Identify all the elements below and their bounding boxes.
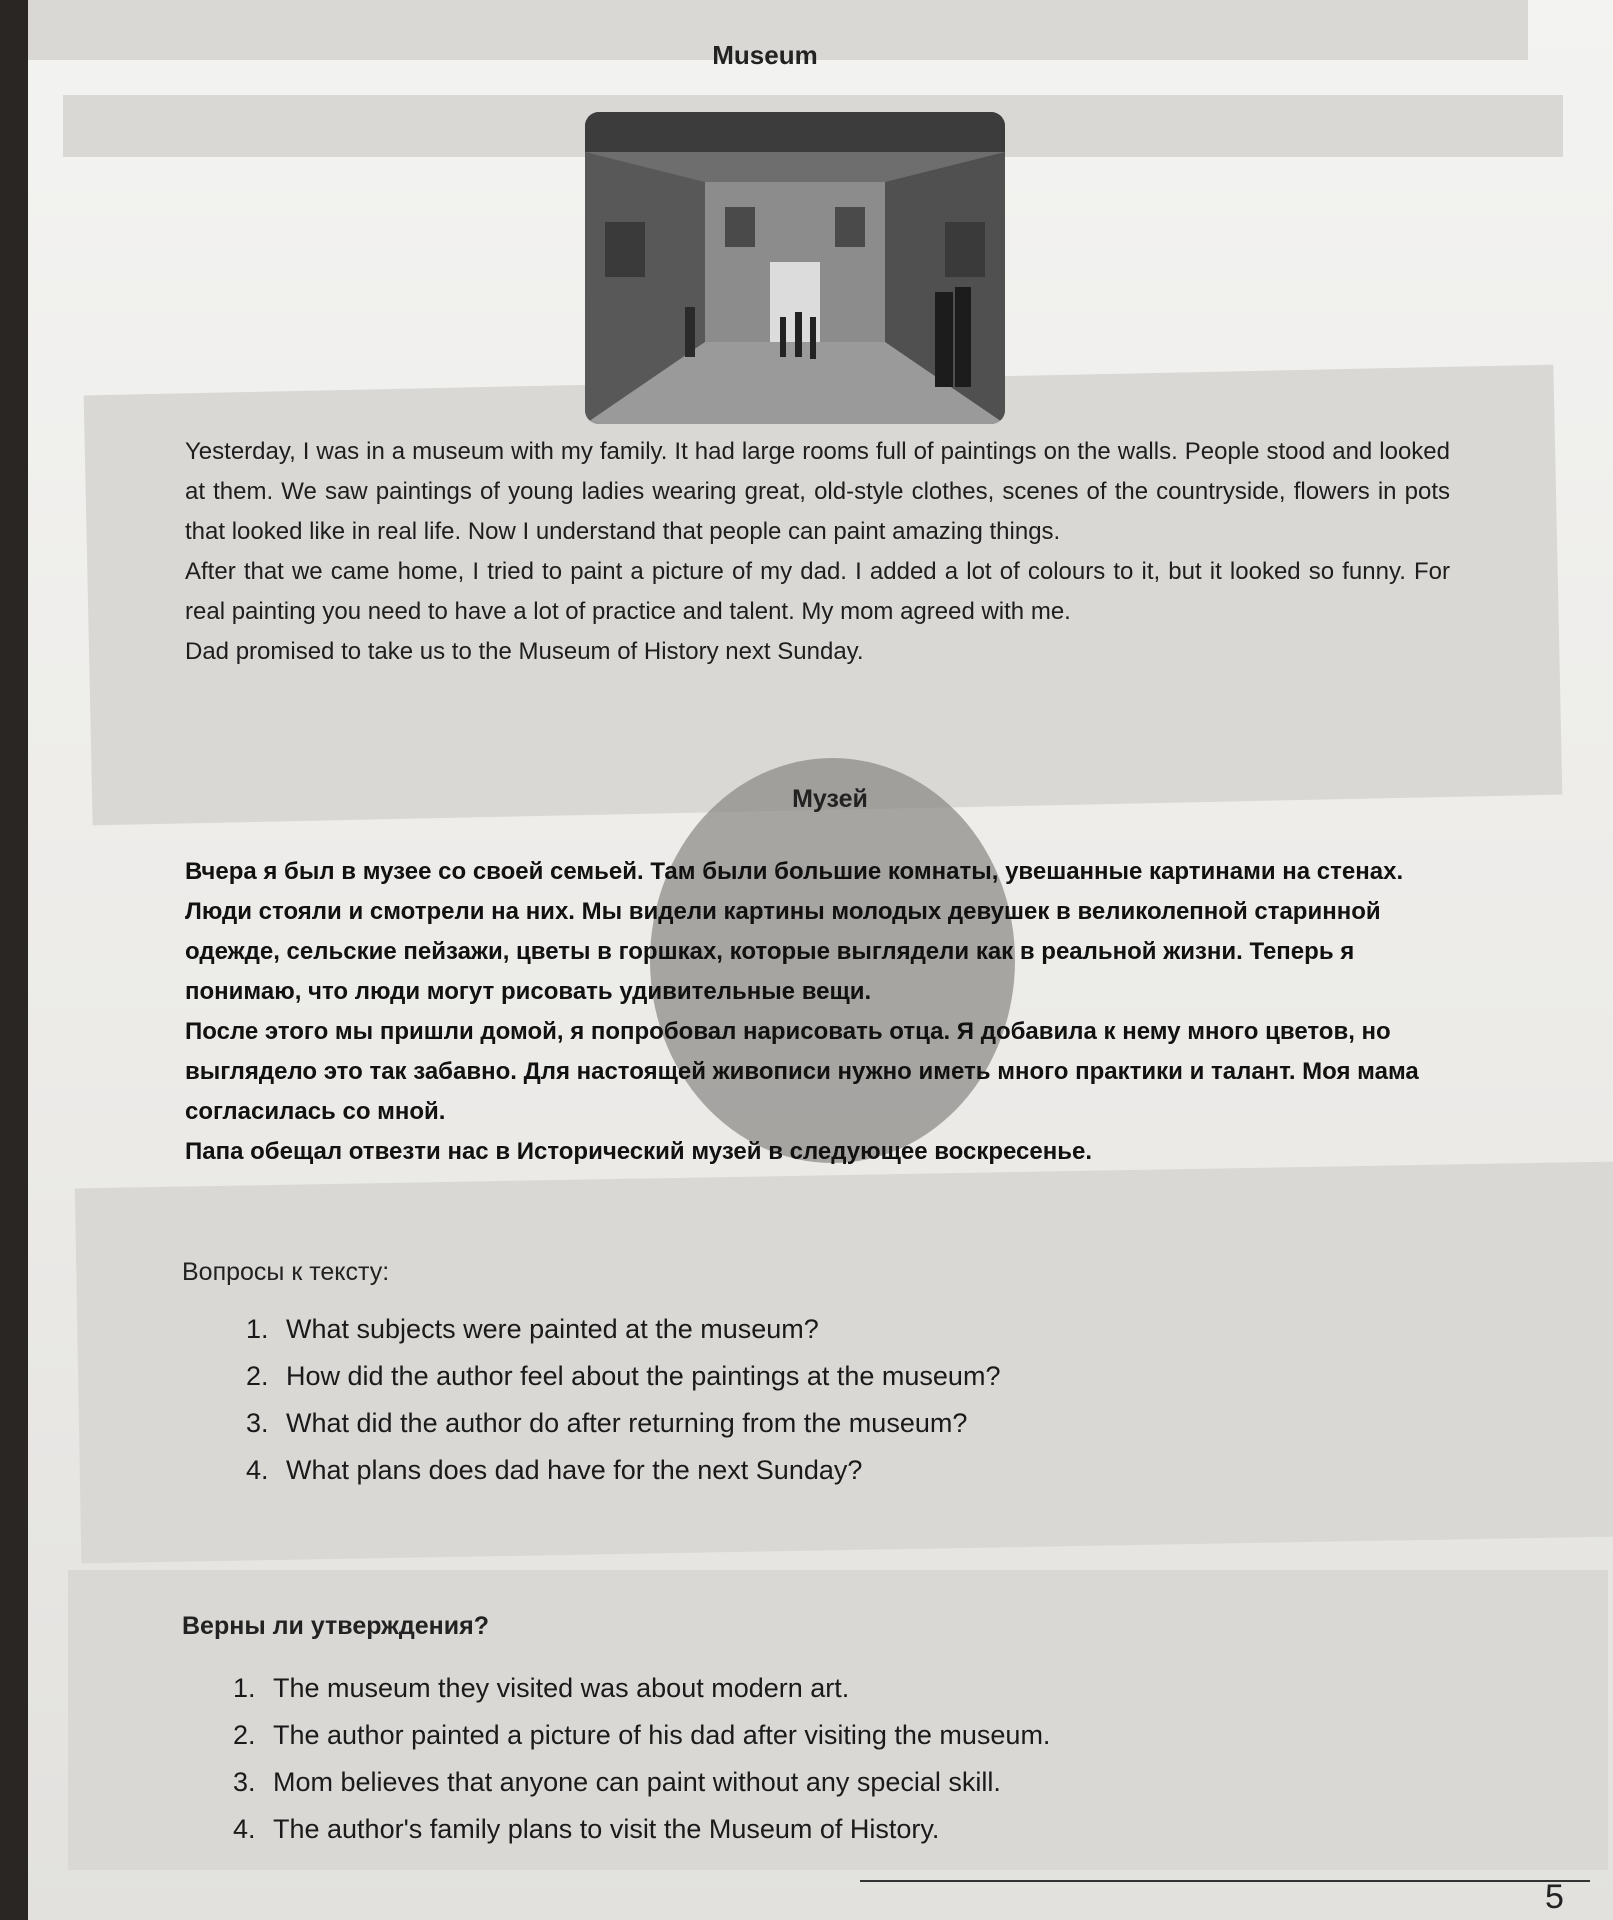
question-item: 3. What did the author do after returning from the museum? [276,1400,1000,1447]
statements-heading: Верны ли утверждения? [182,1612,489,1640]
page-title: Museum [712,40,818,70]
museum-hall-photo [585,112,1005,424]
english-paragraph: After that we came home, I tried to paint a picture of my dad. I added a lot of colours to it, but it looked so funny. For real painting you need to have a lot of practice and talent. My mom agreed with me. [185,558,1450,625]
statement-item: 1. The museum they visited was about modern art. [263,1665,1050,1712]
question-item: 1. What subjects were painted at the museum? [276,1306,1000,1353]
footer-rule [860,1880,1590,1882]
english-paragraph: Dad promised to take us to the Museum of History next Sunday. [185,638,864,665]
russian-paragraph: После этого мы пришли домой, я попробовал нарисовать отца. Я добавила к нему много цветов, но выглядело это так забавно. Для настоящей живописи нужно иметь много практики и талант. Моя мама согласилась со мной. [185,1018,1419,1125]
russian-paragraph: Вчера я был в музее со своей семьей. Там были большие комнаты, увешанные картинами на стенах. Люди стояли и смотрели на них. Мы видели картины молодых девушек в великолепной старинной одежде, сельские пейзажи, цветы в горшках, которые выглядели как в реальной жизни. Теперь я понимаю, что люди могут рисовать удивительные вещи. [185,858,1404,1005]
statement-item: 3. Mom believes that anyone can paint without any special skill. [263,1759,1050,1806]
statement-item: 4. The author's family plans to visit the Museum of History. [263,1806,1050,1853]
english-story [185,432,1450,672]
question-item: 4. What plans does dad have for the next Sunday? [276,1447,1000,1494]
statement-item: 2. The author painted a picture of his dad after visiting the museum. [263,1712,1050,1759]
page-number: 5 [1545,1878,1564,1916]
questions-list [228,1306,1000,1494]
statements-list [215,1665,1050,1853]
russian-title: Музей [792,785,868,813]
russian-paragraph: Папа обещал отвезти нас в Исторический музей в следующее воскресенье. [185,1138,1093,1165]
question-item: 2. How did the author feel about the paintings at the museum? [276,1353,1000,1400]
english-paragraph: Yesterday, I was in a museum with my family. It had large rooms full of paintings on the walls. People stood and looked at them. We saw paintings of young ladies wearing great, old-style clothes, scenes of the countryside, flowers in pots that looked like in real life. Now I understand that people can paint amazing things. [185,438,1450,545]
questions-heading: Вопросы к тексту: [182,1258,390,1286]
russian-story [185,852,1450,1172]
